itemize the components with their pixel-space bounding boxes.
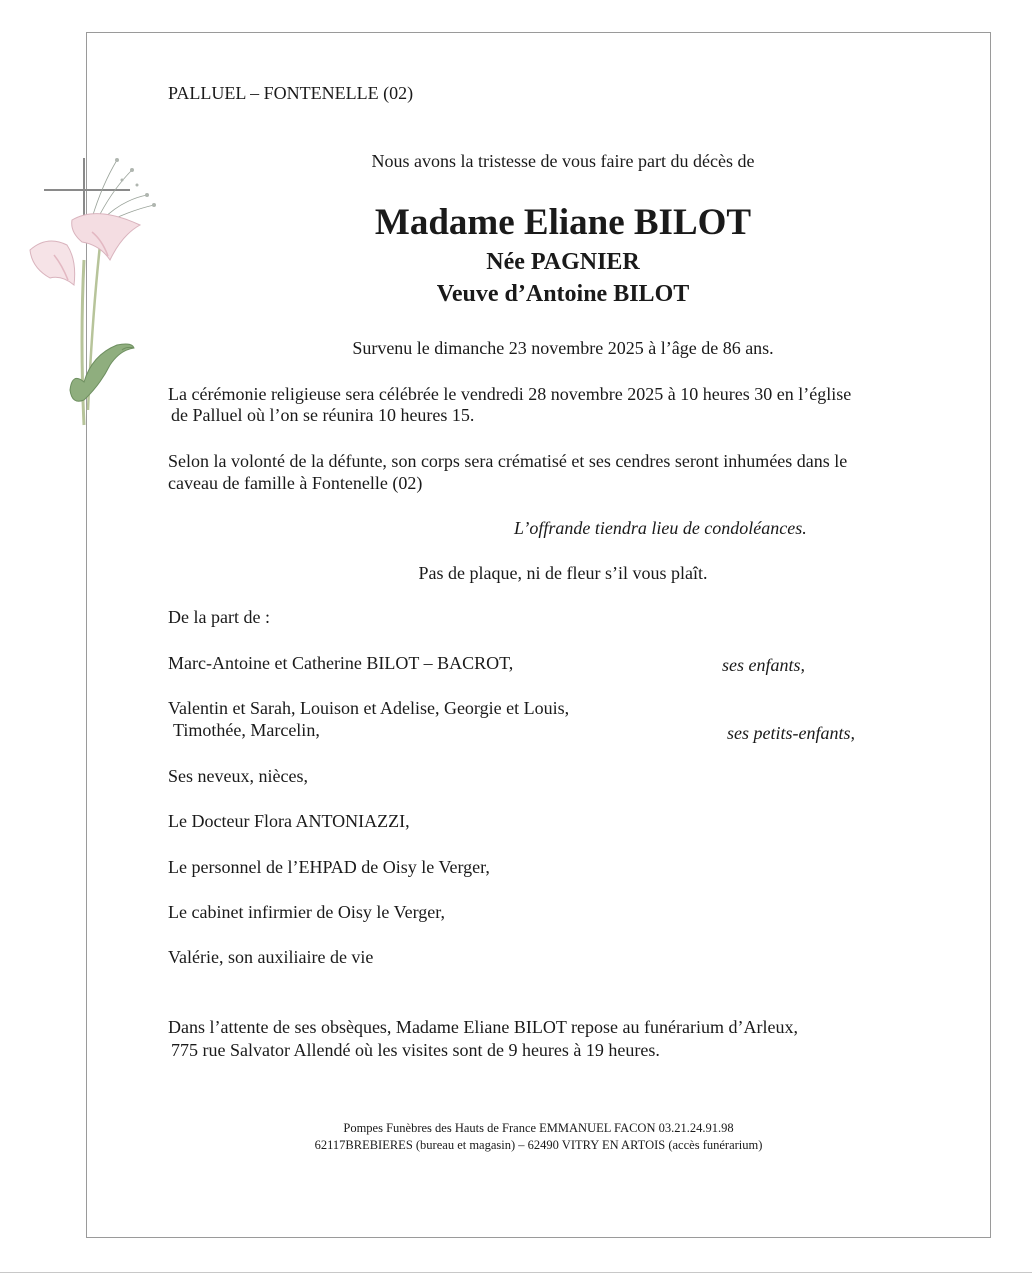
children-role: ses enfants, bbox=[722, 655, 805, 675]
widow-line: Veuve d’Antoine BILOT bbox=[436, 281, 690, 307]
funeral-home-line-2: 62117BREBIERES (bureau et magasin) – 62490 VITRY EN ARTOIS (accès funérarium) bbox=[314, 1138, 763, 1152]
ceremony-line-1: La cérémonie religieuse sera célébrée le vendredi 28 novembre 2025 à 10 heures 30 en l’église bbox=[168, 384, 852, 404]
scan-edge-line bbox=[0, 1272, 1032, 1273]
visitation-line-2: 775 rue Salvator Allendé où les visites sont de 9 heures à 19 heures. bbox=[171, 1040, 660, 1060]
family-other-4: Le cabinet infirmier de Oisy le Verger, bbox=[168, 902, 446, 922]
family-other-1: Ses neveux, nièces, bbox=[168, 766, 308, 786]
no-flowers-note: Pas de plaque, ni de fleur s’il vous plaît. bbox=[418, 563, 708, 583]
ceremony-line-2: de Palluel où l’on se réunira 10 heures 15. bbox=[171, 405, 475, 425]
children-names: Marc-Antoine et Catherine BILOT – BACROT, bbox=[168, 653, 514, 673]
death-info: Survenu le dimanche 23 novembre 2025 à l’âge de 86 ans. bbox=[352, 338, 774, 358]
family-other-2: Le Docteur Flora ANTONIAZZI, bbox=[168, 811, 410, 831]
cremation-line-2: caveau de famille à Fontenelle (02) bbox=[168, 473, 423, 493]
deceased-name: Madame Eliane BILOT bbox=[374, 202, 752, 243]
family-other-5: Valérie, son auxiliaire de vie bbox=[168, 947, 374, 967]
grandchildren-line-2: Timothée, Marcelin, bbox=[173, 720, 320, 740]
visitation-line-1: Dans l’attente de ses obsèques, Madame Eliane BILOT repose au funérarium d’Arleux, bbox=[168, 1017, 798, 1037]
offering-note: L’offrande tiendra lieu de condoléances. bbox=[514, 518, 807, 538]
grandchildren-line-1: Valentin et Sarah, Louison et Adelise, Georgie et Louis, bbox=[168, 698, 570, 718]
family-intro: De la part de : bbox=[168, 607, 270, 627]
birth-name: Née PAGNIER bbox=[486, 249, 640, 275]
family-other-3: Le personnel de l’EHPAD de Oisy le Verger, bbox=[168, 857, 490, 877]
funeral-home-line-1: Pompes Funèbres des Hauts de France EMMANUEL FACON 03.21.24.91.98 bbox=[343, 1121, 734, 1135]
grandchildren-role: ses petits-enfants, bbox=[727, 723, 855, 743]
lily-cross-illustration bbox=[22, 150, 162, 435]
location-header: PALLUEL – FONTENELLE (02) bbox=[168, 83, 414, 103]
intro-text: Nous avons la tristesse de vous faire part du décès de bbox=[371, 151, 755, 171]
cremation-line-1: Selon la volonté de la défunte, son corps sera crématisé et ses cendres seront inhumées dans le bbox=[168, 451, 848, 471]
